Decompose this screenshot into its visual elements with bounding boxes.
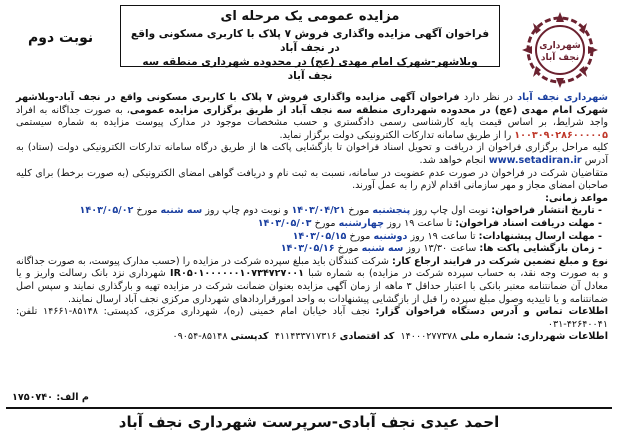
registration-paragraph: متقاضیان شرکت در فراخوان در صورت عدم عضویت در سامانه، نسبت به ثبت نام و دریافت گواهی امضای الکترونیکی (به صورت برخط) برای کلیه صاحبان امضای مجاز و مهر سازمانی اقدام لازم را به عمل آورند. <box>16 167 608 192</box>
signature-footer: احمد عیدی نجف آبادی-سرپرست شهرداری نجف آباد <box>6 407 612 433</box>
date-document-deadline: - مهلت دریافت اسناد فراخوان: تا ساعت ۱۹ روز چهارشنبه مورخ ۱۴۰۳/۰۵/۰۳ <box>257 217 602 229</box>
municipality-info-row: اطلاعات شهرداری: شماره ملی ۱۴۰۰۰۲۷۷۳۷۸ کد اقتصادی ۴۱۱۴۳۳۷۱۷۳۱۶ کدپستی ۸۵۱۴۸-۰۹۰۵۴ <box>172 331 608 343</box>
process-paragraph: کلیه مراحل برگزاری فراخوان از دریافت و تحویل اسناد فراخوان تا بازگشایی پاکت ها از طریق درگاه سامانه تدارکات الکترونیکی دولت (ستاد) به آدرس www.setadiran.ir انجام خواهد شد. <box>16 142 608 166</box>
ad-title: مزایده عمومی یک مرحله ای <box>220 9 400 24</box>
iban-number: IR۰۵۰۱۰۰۰۰۰۰۱۰۷۳۴۷۲۷۰۰۱ <box>170 268 304 280</box>
guarantee-paragraph: نوع و مبلغ تضمین شرکت در فرایند ارجاع کار: شرکت کنندگان باید مبلغ سپرده شرکت در مزایده را (حسب مدارک پیوست، به صورت جداگانه و به صورت وجه نقد، به حساب سپرده شرکت در مزایده) به شماره شبا IR۰۵۰۱۰۰۰۰۰۰۱۰۷۳۴۷۲۷۰۰۱ شهرداری نزد بانک رسالت واریز و یا معادل آن ضمانتنامه معتبر بانکی با اعتبار حداقل ۳ ماهه از زمان آگهی مزایده بعنوان ضمانت شرکت در مزایده تهیه و بارگذاری نمایند و سپس اصل ضمانتنامه و یا تاییدیه وصول مبلغ سپرده را قبل از بازگشایی پیشنهادات به واحد امورقراردادهای شهرداری مرکزی نجف آباد ارسال نمایند. <box>16 255 609 305</box>
setad-website-link[interactable]: www.setadiran.ir <box>488 154 582 166</box>
date-publication: - تاریخ انتشار فراخوان: نوبت اول چاپ روز پنجشنبه مورخ ۱۴۰۳/۰۴/۲۱ و نوبت دوم چاپ روز سه شنبه مورخ ۱۴۰۳/۰۵/۰۲ <box>79 205 602 217</box>
round-label: نوبت دوم <box>28 30 94 46</box>
system-number: ۱۰۰۳۰۹۰۲۸۶۰۰۰۰۰۵ <box>514 129 608 141</box>
ad-subtitle-line-1: فراخوان آگهی مزایده واگذاری فروش ۷ پلاک با کاربری مسکونی واقع در نجف آباد <box>130 28 490 54</box>
contact-paragraph: اطلاعات تماس و آدرس دستگاه فراخوان گزار: نجف آباد خیابان امام خمینی (ره)، شهرداری مرکزی، کدپستی: ۸۵۱۴۸-۱۴۶۶۱ تلفن: ۴۲۶۴۰۰۴۱-۰۳۱ <box>16 306 608 330</box>
header-box <box>120 5 500 82</box>
municipality-logo <box>512 6 608 98</box>
dates-heading: مواعد زمانی: <box>545 192 608 204</box>
intro-bold-subject: فراخوان آگهی مزایده واگذاری فروش ۷ پلاک با کاربری مسکونی واقع در نجف آباد-ویلاشهر شهرک امام مهدی (عج) در محدوده شهرداری منطقه سه نجف آباد از طریق برگزاری مزایده عمومی <box>16 92 608 116</box>
logo-text-line-1: شهرداری <box>539 41 581 51</box>
reference-number: م الف: ۱۷۵۰۷۴۰ <box>12 392 89 403</box>
intro-paragraph: شهرداری نجف آباد در نظر دارد فراخوان آگهی مزایده واگذاری فروش ۷ پلاک با کاربری مسکونی واقع در نجف آباد-ویلاشهر شهرک امام مهدی (عج) در محدوده شهرداری منطقه سه نجف آباد از طریق برگزاری مزایده عمومی، به صورت جداگانه به افراد واجد شرایط، بر اساس قیمت پایه کارشناسی رسمی دادگستری و حسب مشخصات موجود در مدارک پیوست مزایده به شماره سیستمی ۱۰۰۳۰۹۰۲۸۶۰۰۰۰۰۵ را از طریق سامانه تدارکات الکترونیکی دولت برگزار نماید. <box>16 92 608 141</box>
logo-text-line-2: نجف آباد <box>540 53 580 63</box>
date-opening: - زمان بازگشایی پاکت ها: ساعت ۱۳/۳۰ روز سه شنبه مورخ ۱۴۰۳/۰۵/۱۶ <box>280 243 602 255</box>
ad-subtitle-line-2: ویلاشهر-شهرک امام مهدی (عج) در محدوده شهرداری منطقه سه نجف آباد <box>142 56 478 82</box>
org-name: شهرداری نجف آباد <box>517 92 608 103</box>
municipality-emblem-icon <box>512 6 608 98</box>
ad-body <box>16 92 608 344</box>
date-proposal-deadline: - مهلت ارسال پیشنهادات: تا ساعت ۱۹ روز دوشنبه مورخ ۱۴۰۳/۰۵/۱۵ <box>292 230 602 242</box>
